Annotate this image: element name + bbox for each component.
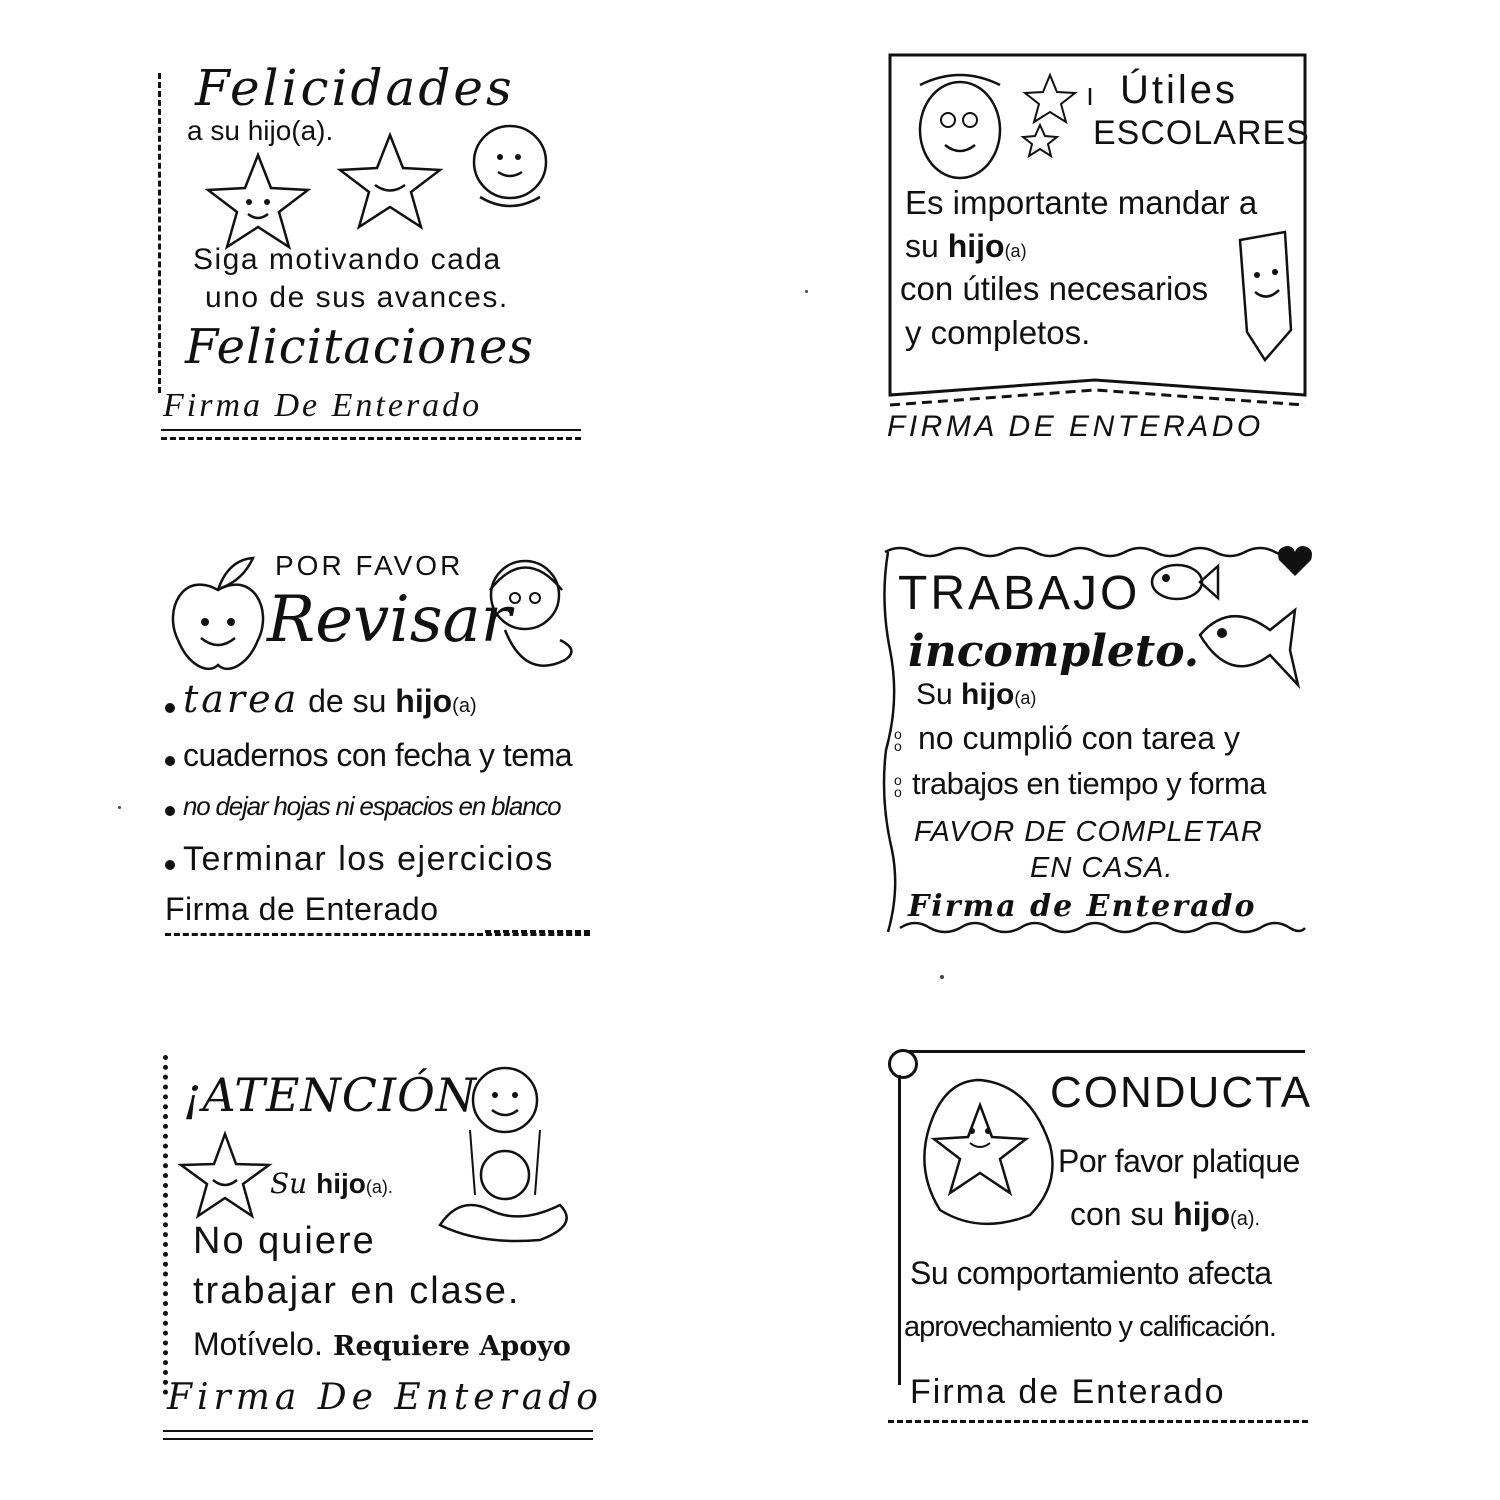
bullet-2-text: cuadernos con fecha y tema — [183, 737, 573, 773]
line-2: trabajar en clase. — [193, 1270, 521, 1312]
title-2: incompleto. — [908, 626, 1200, 677]
title: Felicidades — [195, 59, 515, 117]
line-1: Siga motivando cada — [193, 243, 502, 276]
sub-line — [270, 1167, 393, 1200]
signature-line — [161, 429, 581, 431]
signature-dashes — [161, 437, 581, 440]
hijo-suffix: (a) — [1004, 241, 1027, 261]
moon-star-icon — [460, 117, 560, 217]
bullet-1: o o — [894, 726, 902, 754]
signature-label: Firma De Enterado — [163, 387, 483, 424]
fish-icon — [1190, 595, 1300, 695]
left-border — [158, 73, 161, 393]
title: ¡ATENCIÓN — [183, 1068, 478, 1122]
bird-icon — [470, 550, 590, 680]
line-4: y completos. — [905, 314, 1091, 351]
line-2: no cumplió con tarea y — [918, 720, 1240, 756]
bullet-2 — [165, 756, 175, 766]
top-border — [900, 1050, 1305, 1053]
hijo-suffix: (a). — [1230, 1208, 1261, 1230]
line-1: Es importante mandar a — [905, 184, 1258, 221]
stray-dot — [118, 806, 121, 809]
note-trabajo — [880, 540, 1310, 940]
signature-label: Firma de Enterado — [910, 1373, 1226, 1411]
de-su: de su — [299, 683, 396, 719]
line-2 — [905, 230, 1027, 262]
line-2 — [1070, 1198, 1260, 1230]
bullet-1 — [165, 703, 175, 713]
bullet-4 — [165, 860, 175, 870]
hijo-bold: hijo — [961, 678, 1015, 711]
teddy-bear-swing-icon — [420, 1055, 590, 1245]
hijo-bold: hijo — [316, 1168, 366, 1199]
signature-label: FIRMA DE ENTERADO — [887, 410, 1264, 443]
line-1 — [916, 680, 1036, 710]
star-icon — [175, 1130, 275, 1220]
bullet-4-text: Terminar los ejercicios — [183, 840, 554, 878]
bullet-1-text — [183, 677, 477, 721]
title: CONDUCTA — [1050, 1068, 1313, 1117]
star-icon — [335, 130, 445, 230]
stray-dot — [805, 290, 808, 293]
apple-icon — [163, 550, 273, 680]
star-icon — [1015, 70, 1085, 160]
hijo-suffix: (a) — [452, 695, 477, 717]
title-1: TRABAJO — [898, 567, 1141, 620]
bullet-3-text: no dejar hojas ni espacios en blanco — [183, 791, 561, 821]
hijo-bold: hijo — [395, 683, 453, 719]
line-3: con útiles necesarios — [900, 270, 1209, 307]
star-icon — [203, 150, 313, 250]
bullet-3 — [165, 806, 175, 816]
pencil-icon — [1225, 220, 1305, 370]
hijo-suffix: (a). — [365, 1177, 393, 1197]
signature-label: Firma De Enterado — [167, 1377, 603, 1418]
line-2-su: su — [905, 228, 948, 264]
backpack-icon — [900, 65, 1010, 185]
sub-su: Su — [270, 1167, 317, 1200]
tarea: tarea — [183, 677, 300, 721]
line-1: Por favor platique — [1058, 1143, 1300, 1179]
hijo-bold: hijo — [947, 228, 1005, 264]
left-diamond-border — [163, 1055, 168, 1395]
hijo-suffix: (a) — [1014, 688, 1037, 708]
signature-line-2 — [163, 1438, 593, 1440]
note-felicidades — [155, 55, 595, 455]
title-2: ESCOLARES — [1093, 114, 1310, 152]
bullet-2: o o — [894, 772, 902, 800]
line-3 — [193, 1328, 571, 1360]
line-4: aprovechamiento y calificación. — [904, 1311, 1276, 1343]
motivelo: Motívelo. — [193, 1326, 323, 1362]
signature-line-1 — [163, 1430, 593, 1432]
line-5: EN CASA. — [1030, 852, 1174, 884]
title: Revisar — [267, 583, 512, 657]
signature-line — [888, 1420, 1308, 1423]
closing: Felicitaciones — [185, 319, 535, 375]
line-4: FAVOR DE COMPLETAR — [914, 816, 1263, 848]
line-2-con-su: con su — [1070, 1196, 1174, 1232]
pre-title: POR FAVOR — [275, 550, 464, 581]
heart-icon — [1275, 542, 1315, 582]
line-1: No quiere — [193, 1220, 376, 1262]
line-3: trabajos en tiempo y forma — [912, 766, 1267, 801]
note-atencion — [155, 1050, 605, 1480]
note-utiles — [885, 50, 1315, 450]
signature-dashes — [165, 933, 590, 936]
note-conducta — [880, 1045, 1320, 1475]
subtitle: a su hijo(a). — [187, 115, 334, 146]
signature-label: Firma de Enterado — [165, 891, 439, 927]
stray-dot — [940, 975, 944, 979]
note-revisar — [155, 540, 605, 950]
hijo-bold: hijo — [1173, 1196, 1231, 1232]
requiere-apoyo: Requiere Apoyo — [333, 1331, 571, 1362]
title-1: Útiles — [1120, 68, 1239, 112]
signature-label: Firma de Enterado — [908, 889, 1257, 924]
line-1-su: Su — [916, 678, 962, 711]
line-2: uno de sus avances. — [205, 281, 509, 314]
line-3: Su comportamiento afecta — [910, 1255, 1272, 1291]
star-moon-icon — [900, 1065, 1060, 1235]
